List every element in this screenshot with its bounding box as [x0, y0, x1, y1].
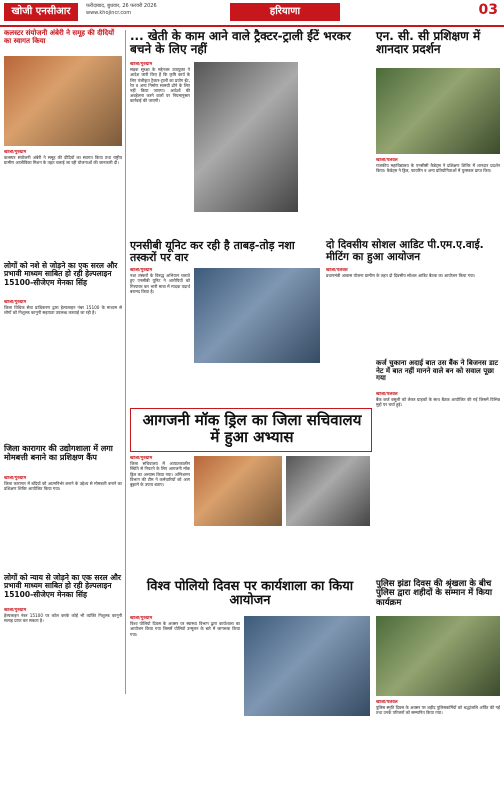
story-helpline2-body [4, 608, 122, 708]
photo-ncb [194, 268, 320, 363]
edition-meta [86, 3, 157, 17]
story-tractor-body [130, 62, 190, 232]
headline-ncc: एन. सी. सी प्रशिक्षण में शानदार प्रदर्शन [376, 29, 481, 57]
body-text: प्रधानमंत्री आवास योजना ग्रामीण के तहत दो दिवसीय सोशल आडिट बैठक का आयोजन किया गया। [326, 273, 476, 279]
story-helpline-body [4, 300, 122, 420]
body-text: जिला विधिक सेवा प्राधिकरण द्वारा हेल्पलाइन नंबर 15100 के माध्यम से लोगों को निशुल्क कानूनी सहायता उपलब्ध करवाई जा रही है। [4, 305, 122, 316]
photo-polio [244, 616, 370, 716]
story-audit-body [326, 268, 500, 358]
masthead-rule [0, 25, 504, 27]
byline: खोजी/गुरुग्राम [130, 456, 153, 461]
body-text: सड़क सुरक्षा के मद्देनजर उपायुक्त ने आदेश जारी किए हैं कि कृषि कार्य के लिए पंजीकृत ट्रैक्टर-ट्राली का प्रयोग ईंट, रेत व अन्य निर्माण सामग्री ढोने के लिए नहीं किया जाएगा। आदेशों की अवहेलना करने वालों पर नियमानुसार कार्रवाई की जाएगी। [130, 67, 190, 104]
edition-website: www.khojincr.com [86, 10, 132, 16]
story-mockdrill-body [130, 456, 190, 576]
headline-mockdrill: आगजनी मॉक ड्रिल का जिला सचिवालय में हुआ अभ्यास [142, 411, 362, 446]
byline: खोजी/पलवल [376, 700, 398, 705]
photo-police [376, 616, 500, 696]
byline: खोजी/गुरुग्राम [4, 150, 27, 155]
photo-mockdrill-2 [286, 456, 370, 526]
page-number: 03 [478, 2, 498, 18]
photo-ncc [376, 68, 500, 154]
byline: खोजी/गुरुग्राम [130, 268, 153, 273]
byline: खोजी/पलवल [376, 392, 398, 397]
byline: खोजी/गुरुग्राम [4, 608, 27, 613]
story-bank-body [376, 392, 500, 492]
photo-tractor [194, 62, 298, 212]
byline: खोजी/गुरुग्राम [4, 476, 27, 481]
body-text: राजकीय महाविद्यालय के एनसीसी कैडेट्स ने प्रशिक्षण शिविर में शानदार प्रदर्शन किया। कैडेट्स ने ड्रिल, फायरिंग व अन्य प्रतियोगिताओं में पुरस्कार प्राप्त किए। [376, 163, 500, 174]
body-text: जिला सचिवालय में आपातकालीन स्थिति से निपटने के लिए आगजनी मॉक ड्रिल का अभ्यास किया गया। अग्निशमन विभाग की टीम ने कर्मचारियों को आग बुझाने के उपाय बताए। [130, 461, 190, 488]
headline-audit: दो दिवसीय सोशल आडिट पी.एम.ए.वाई. मीटिंग का हुआ आयोजन [326, 239, 484, 263]
newspaper-logo: खोजी एनसीआर [4, 3, 78, 21]
photo-cluster-meeting [4, 56, 122, 146]
byline: खोजी/पलवल [376, 158, 398, 163]
body-text: पुलिस स्मृति दिवस के अवसर पर शहीद पुलिसकर्मियों को श्रद्धांजलि अर्पित की गई तथा उनके परिजनों को सम्मानित किया गया। [376, 705, 500, 716]
headline-bank: कर्ज चुकाना अदाई बात उस बैंक ने बिजनस डाट नेट में बात नहीं मानने वाले बन को सवाल पूछा गया [376, 359, 499, 383]
body-text: जिला कारागार में बंदियों को आत्मनिर्भर बनाने के उद्देश्य से मोमबत्ती बनाने का प्रशिक्षण शिविर आयोजित किया गया। [4, 481, 122, 492]
body-text: नशा तस्करों के विरुद्ध अभियान चलाते हुए एनसीबी यूनिट ने आरोपियों को गिरफ्तार कर भारी मात्रा में मादक पदार्थ बरामद किया है। [130, 273, 190, 294]
byline: खोजी/पलवल [326, 268, 348, 273]
headline-police: पुलिस झंडा दिवस की श्रृंखला के बीच पुलिस द्वारा शहीदों के सम्मान में किया कार्यक्रम [376, 579, 493, 608]
story-police-body [376, 700, 500, 792]
headline-helpline: लोगों को नशे से जोड़ने का एक सरल और प्रभावी माध्यम साबित हो रही हेल्पलाइन 15100-सीजेएम मेनका सिंह [4, 261, 118, 287]
story-jail-body [4, 476, 122, 576]
story-polio-body [130, 616, 240, 792]
column-divider [125, 30, 126, 694]
body-text: बैंक कर्ज वसूली को लेकर ग्राहकों के साथ बैठक आयोजित की गई जिसमें विभिन्न मुद्दों पर चर्चा हुई। [376, 397, 500, 408]
byline: खोजी/गुरुग्राम [130, 616, 153, 621]
headline-jail: जिला कारागार की उद्योगशाला में लगा मोमबत्ती बनाने का प्रशिक्षण कैंप [4, 444, 113, 462]
story-cluster-body [4, 150, 122, 260]
byline: खोजी/गुरुग्राम [4, 300, 27, 305]
headline-ncb: एनसीबी यूनिट कर रही है ताबड़-तोड़ नशा तस्करों पर वार [130, 239, 295, 265]
body-text: विश्व पोलियो दिवस के अवसर पर स्वास्थ्य विभाग द्वारा कार्यशाला का आयोजन किया गया जिसमें पोलियो उन्मूलन के बारे में जागरूक किया गया। [130, 621, 240, 637]
body-text: हेल्पलाइन नंबर 15100 पर कॉल करके कोई भी व्यक्ति निशुल्क कानूनी सलाह प्राप्त कर सकता है। [4, 613, 122, 624]
edition-date: फरीदाबाद, बुधवार, 26 फरवरी 2026 [86, 3, 157, 9]
story-ncb-body [130, 268, 190, 388]
section-label: हरियाणा [230, 3, 340, 21]
headline-cluster: कलस्टर संयोजनी अंबेरी ने समूह की दीदियों का स्वागत किया [4, 29, 115, 45]
headline-polio: विश्व पोलियो दिवस पर कार्यशाला का किया आयोजन [146, 579, 354, 609]
headline-helpline-2: लोगों को न्याय से जोड़ने का एक सरल और प्रभावी माध्यम साबित हो रही हेल्पलाइन 15100-सीजेएम मेनका सिंह [4, 573, 121, 599]
story-ncc-body [376, 158, 500, 236]
masthead [0, 0, 504, 26]
body-text: कलस्टर संयोजनी अंबेरी ने समूह की दीदियों का स्वागत किया तथा राष्ट्रीय ग्रामीण आजीविका मिशन के तहत चलाई जा रही योजनाओं की जानकारी दी। [4, 155, 122, 166]
headline-tractor: ... खेती के काम आने वाले ट्रैक्टर-ट्राली ईंटें भरकर बचने के लिए नहीं [130, 29, 351, 57]
byline: खोजी/गुरुग्राम [130, 62, 153, 67]
photo-mockdrill-1 [194, 456, 282, 526]
